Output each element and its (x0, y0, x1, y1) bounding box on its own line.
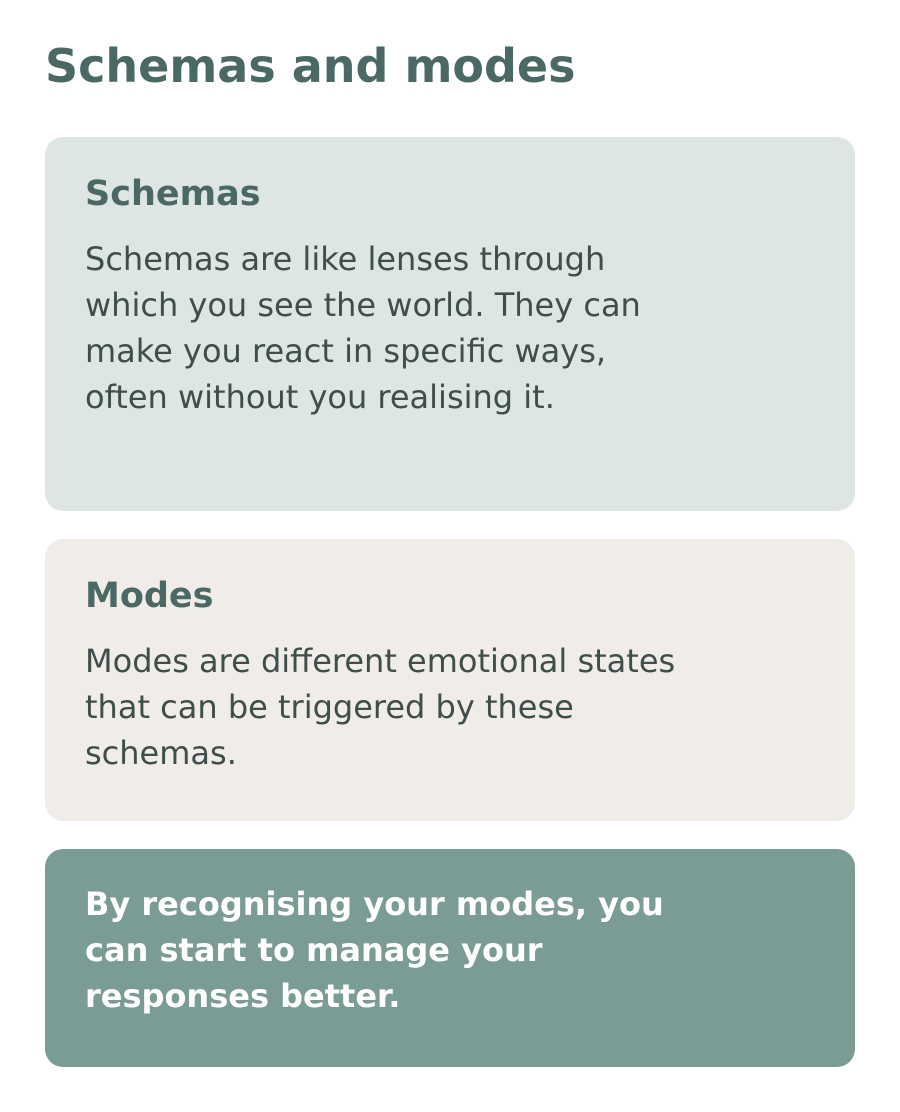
schemas-heading: Schemas (85, 174, 261, 214)
callout-text: By recognising your modes, you can start to manage your responses better. (85, 885, 664, 1015)
modes-description: Modes are different emotional states that can be triggered by these schemas. (85, 642, 676, 772)
schemas-card (45, 137, 855, 511)
schemas-description: Schemas are like lenses through which you see the world. They can make you react in specific ways, often without you realising it. (85, 240, 641, 416)
callout-card (45, 849, 855, 1067)
modes-card (45, 539, 855, 821)
page-title: Schemas and modes (45, 39, 576, 93)
modes-heading: Modes (85, 576, 214, 616)
